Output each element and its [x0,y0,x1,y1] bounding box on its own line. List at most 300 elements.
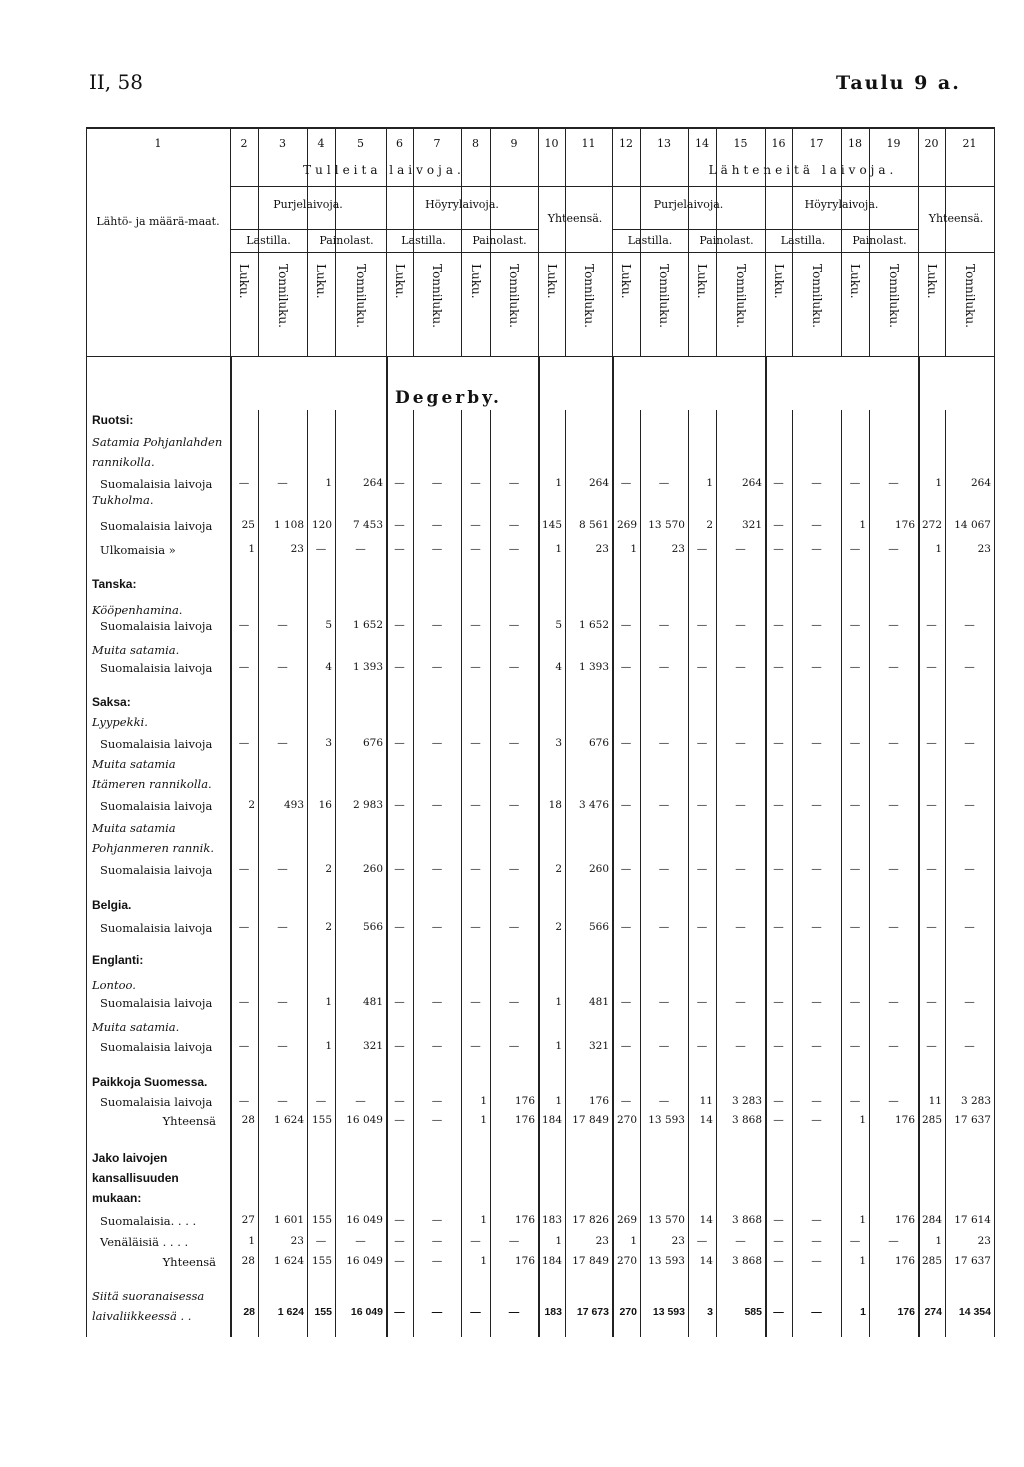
table-cell: 120 [311,519,332,531]
table-cell: 270 [619,1306,637,1318]
table-cell: 16 049 [346,1214,383,1226]
table-cell: 14 354 [958,1306,991,1318]
table-cell: — [394,1114,405,1126]
table-cell: — [470,996,481,1008]
column-number: 20 [924,137,939,150]
column-number: 6 [396,137,403,150]
table-cell: 176 [894,1114,915,1126]
table-cell: — [394,921,405,933]
row-label: Venäläisiä . . . . [100,1235,189,1249]
column-rule [565,127,566,356]
ballast-header: Painolast. [852,234,907,247]
table-cell: — [811,1095,822,1107]
table-cell: — [431,1255,443,1267]
column-rule [230,356,232,1337]
section-label: Tanska: [92,577,137,591]
table-cell: 260 [362,863,383,875]
section-label: Tukholma. [92,493,154,507]
table-cell: — [431,619,443,631]
table-cell: 4 [325,661,332,673]
table-cell: 17 673 [576,1306,609,1318]
row-label: Ulkomaisia » [100,543,176,557]
section-label: Ruotsi: [92,413,134,427]
table-cell: — [238,921,250,933]
table-cell: 176 [514,1255,535,1267]
table-cell: — [658,737,670,749]
table-cell: 3 [707,1306,713,1318]
table-cell: — [238,1040,250,1052]
table-cell: 13 570 [648,1214,685,1226]
column-number: 4 [317,137,325,150]
table-cell: — [773,619,784,631]
table-cell: 1 [555,543,562,555]
table-cell: — [811,477,822,489]
table-cell: — [926,737,937,749]
table-cell: — [431,519,443,531]
table-cell: — [849,543,861,555]
table-cell: — [470,519,481,531]
table-cell: — [888,1095,899,1107]
table-cell: — [431,1114,443,1126]
table-cell: 3 [555,737,562,749]
table-cell: 145 [541,519,562,531]
table-cell: — [470,543,481,555]
table-cell: — [394,1255,405,1267]
table-cell: — [735,619,746,631]
table-cell: 28 [241,1114,255,1126]
table-cell: 1 [248,543,255,555]
table-cell: — [238,661,250,673]
table-cell: — [508,619,520,631]
table-cell: 1 [555,996,562,1008]
count-header: Luku. [392,264,407,299]
table-cell: 1 624 [273,1114,304,1126]
section-label: Kööpenhamina. [92,603,183,617]
table-cell: — [926,799,937,811]
table-cell: — [811,737,822,749]
table-cell: — [964,619,975,631]
table-cell: 3 476 [578,799,609,811]
table-cell: 1 108 [273,519,304,531]
table-cell: — [811,1306,822,1318]
table-cell: — [238,477,250,489]
table-cell: 16 [318,799,332,811]
table-cell: — [773,863,784,875]
section-label: Englanti: [92,953,144,967]
table-cell: 1 [555,1095,562,1107]
section-label: Muita satamia. [92,1020,180,1034]
table-cell: 481 [588,996,609,1008]
table-cell: — [849,996,861,1008]
row-label: Suomalaisia. . . . [100,1214,197,1228]
table-cell: 1 [325,1040,332,1052]
row-label: Siitä suoranaisessa laivaliikkeessä . . [92,1289,205,1323]
table-cell: — [620,996,632,1008]
table-cell: 2 [555,921,562,933]
column-number: 8 [472,137,479,150]
table-cell: — [849,1040,861,1052]
tonnage-header: Tonniluku. [581,264,596,328]
table-cell: 27 [241,1214,255,1226]
table-cell: 274 [924,1306,942,1318]
table-cell: — [811,996,822,1008]
table-cell: — [888,619,899,631]
table-cell: — [431,737,443,749]
table-cell: — [811,1114,822,1126]
table-cell: 155 [314,1306,332,1318]
table-cell: — [888,863,899,875]
table-cell: — [735,661,746,673]
table-cell: 28 [243,1306,255,1318]
table-cell: 1 [555,1040,562,1052]
page-number: II, 58 [89,70,143,94]
table-cell: 176 [894,1255,915,1267]
table-cell: — [773,737,784,749]
table-cell: — [735,737,746,749]
table-cell: 183 [544,1306,562,1318]
table-cell: — [735,921,746,933]
table-cell: 176 [894,1214,915,1226]
table-cell: 176 [894,519,915,531]
table-cell: 183 [541,1214,562,1226]
table-cell: 3 868 [731,1114,762,1126]
column-number: 17 [809,137,824,150]
table-cell: — [315,1235,327,1247]
column-number: 19 [886,137,901,150]
table-cell: — [658,799,670,811]
column-number: 5 [357,137,364,150]
table-cell: — [964,1040,975,1052]
table-cell: — [849,477,861,489]
section-label: Lontoo. [92,978,136,992]
table-cell: 264 [588,477,609,489]
table-cell: — [508,519,520,531]
table-cell: 585 [744,1306,762,1318]
column-rule [765,356,767,1337]
table-cell: 14 [699,1214,713,1226]
table-cell: 13 593 [648,1255,685,1267]
table-cell: — [888,996,899,1008]
table-cell: — [811,1255,822,1267]
row-label: Suomalaisia laivoja [100,1040,213,1054]
table-cell: — [888,661,899,673]
table-cell: — [888,921,899,933]
table-cell: — [470,1040,481,1052]
table-cell: 1 652 [352,619,383,631]
table-cell: — [470,1306,481,1318]
table-cell: — [508,737,520,749]
table-cell: — [238,863,250,875]
table-cell: — [238,737,250,749]
table-cell: 1 [325,996,332,1008]
table-cell: — [394,863,405,875]
table-cell: — [508,799,520,811]
table-cell: — [735,1040,746,1052]
table-cell: 17 614 [954,1214,991,1226]
table-cell: — [620,661,632,673]
table-cell: — [773,1214,784,1226]
table-cell: 23 [595,543,609,555]
table-cell: — [394,1235,405,1247]
row-label: Suomalaisia laivoja [100,477,213,491]
table-cell: 3 [325,737,332,749]
table-cell: — [394,1095,405,1107]
arrived-header: Tulleita laivoja. [303,163,465,177]
table-cell: — [773,1306,784,1318]
tonnage-header: Tonniluku. [962,264,977,328]
table-cell: — [888,1235,899,1247]
table-cell: 17 849 [572,1114,609,1126]
table-cell: — [238,619,250,631]
sail-header: Purjelaivoja. [653,198,724,211]
table-cell: 14 067 [954,519,991,531]
table-cell: 1 [935,543,942,555]
column-number: 14 [695,137,709,150]
table-cell: — [964,661,975,673]
table-cell: — [508,921,520,933]
table-cell: — [277,996,288,1008]
count-header: Luku. [468,264,483,299]
table-cell: 1 601 [273,1214,304,1226]
table-cell: 493 [283,799,304,811]
table-cell: 321 [741,519,762,531]
table-cell: 155 [311,1114,332,1126]
table-cell: — [849,661,861,673]
table-cell: — [926,996,937,1008]
section-label: Jako laivojen kansallisuuden mukaan: [92,1151,179,1205]
loaded-header: Lastilla. [401,234,446,247]
table-cell: 264 [362,477,383,489]
table-cell: — [394,1040,405,1052]
table-cell: 176 [514,1095,535,1107]
table-cell: 1 624 [277,1306,304,1318]
table-cell: 1 [555,1235,562,1247]
table-cell: — [658,863,670,875]
column-number: 16 [771,137,786,150]
table-cell: — [431,1095,443,1107]
table-cell: — [773,519,784,531]
rule [86,127,994,129]
table-cell: — [811,1235,822,1247]
row-label: Suomalaisia laivoja [100,863,213,877]
total-header: Yhteensä. [928,212,984,225]
ballast-header: Painolast. [319,234,374,247]
count-header: Luku. [237,264,251,299]
column-rule [994,127,995,1337]
place-heading: Degerby. [395,388,502,408]
table-cell: 7 453 [352,519,383,531]
table-cell: — [696,1235,708,1247]
table-cell: — [658,619,670,631]
rule [230,229,538,230]
column-number: 21 [962,137,977,150]
table-cell: 1 [630,543,637,555]
table-cell: — [658,1040,670,1052]
table-cell: — [508,996,520,1008]
table-cell: 270 [616,1114,637,1126]
table-cell: — [888,543,899,555]
table-cell: 321 [588,1040,609,1052]
table-cell: — [773,543,784,555]
table-cell: — [394,661,405,673]
table-cell: 23 [671,543,685,555]
tonnage-header: Tonniluku. [733,264,748,328]
table-cell: 23 [671,1235,685,1247]
table-cell: 1 [480,1114,487,1126]
table-cell: 1 [859,1114,866,1126]
table-cell: — [277,1040,288,1052]
column-rule [86,127,87,1337]
table-cell: 2 [325,921,332,933]
sail-header: Purjelaivoja. [273,198,343,211]
table-cell: — [394,737,405,749]
table-cell: — [431,1040,443,1052]
table-cell: — [849,1235,861,1247]
table-cell: — [696,799,708,811]
column-number: 11 [581,137,596,150]
table-cell: 25 [241,519,255,531]
table-cell: 269 [616,1214,637,1226]
table-cell: — [394,1306,405,1318]
count-header: Luku. [771,264,786,299]
table-cell: — [394,519,405,531]
ballast-header: Painolast. [699,234,754,247]
table-cell: — [431,1214,443,1226]
table-cell: 3 283 [960,1095,991,1107]
table-cell: — [773,799,784,811]
table-cell: — [394,619,405,631]
table-cell: 566 [588,921,609,933]
table-cell: 176 [588,1095,609,1107]
row-label: Suomalaisia laivoja [100,737,213,751]
tonnage-header: Tonniluku. [657,264,671,328]
column-number: 15 [733,137,748,150]
table-cell: — [926,1040,937,1052]
table-cell: 285 [921,1114,942,1126]
table-cell: — [620,1095,632,1107]
table-cell: — [355,543,366,555]
table-cell: — [888,1040,899,1052]
table-cell: 264 [741,477,762,489]
table-cell: — [964,921,975,933]
table-cell: 1 [480,1095,487,1107]
table-cell: — [849,921,861,933]
table-cell: — [888,799,899,811]
table-cell: — [888,737,899,749]
table-cell: — [811,921,822,933]
count-header: Luku. [695,264,709,299]
table-cell: — [849,737,861,749]
table-cell: 11 [699,1095,713,1107]
section-label: Paikkoja Suomessa. [92,1075,208,1089]
table-cell: 155 [311,1214,332,1226]
loaded-header: Lastilla. [627,234,673,247]
table-cell: 5 [555,619,562,631]
table-cell: — [696,543,708,555]
table-cell: 14 [699,1114,713,1126]
table-cell: — [470,921,481,933]
table-cell: — [277,863,288,875]
table-cell: 2 [325,863,332,875]
section-label: Lyypekki. [92,715,148,729]
table-cell: 23 [977,543,991,555]
table-cell: — [964,996,975,1008]
column-number: 9 [510,137,518,150]
table-cell: — [696,996,708,1008]
table-cell: — [811,661,822,673]
table-cell: — [470,661,481,673]
table-cell: 8 561 [578,519,609,531]
table-cell: — [620,921,632,933]
table-cell: — [696,737,708,749]
table-cell: 23 [595,1235,609,1247]
table-cell: — [355,1235,366,1247]
tonnage-header: Tonniluku. [353,264,368,328]
column-rule [538,356,540,1337]
table-cell: — [355,1095,366,1107]
table-cell: 1 [859,1255,866,1267]
column-rule [612,356,614,1337]
column-number: 13 [657,137,671,150]
table-cell: — [620,737,632,749]
table-cell: — [431,1235,443,1247]
table-cell: 3 868 [731,1255,762,1267]
table-cell: — [394,1214,405,1226]
section-label: Muita satamia. [92,643,180,657]
table-cell: — [849,863,861,875]
table-cell: 28 [241,1255,255,1267]
table-cell: — [470,1235,481,1247]
column-number: 7 [433,137,441,150]
table-cell: — [888,477,899,489]
table-cell: — [470,863,481,875]
table-cell: — [277,737,288,749]
table-cell: — [238,996,250,1008]
table-cell: 184 [541,1114,562,1126]
table-cell: 176 [514,1214,535,1226]
table-cell: — [773,1255,784,1267]
tonnage-header: Tonniluku. [886,264,901,328]
table-cell: 17 637 [954,1255,991,1267]
table-cell: 17 637 [954,1114,991,1126]
count-header: Luku. [619,264,633,299]
column-rule [918,127,919,356]
table-cell: 3 868 [731,1214,762,1226]
table-cell: 1 [859,519,866,531]
table-cell: — [773,477,784,489]
table-cell: 264 [970,477,991,489]
table-cell: — [926,661,937,673]
table-cell: — [773,1040,784,1052]
table-cell: — [849,1095,861,1107]
table-cell: — [773,996,784,1008]
column-rule [538,127,539,356]
row-label: Suomalaisia laivoja [100,661,213,675]
row-label: Suomalaisia laivoja [100,799,213,813]
table-cell: 23 [290,1235,304,1247]
table-cell: — [238,1095,250,1107]
table-cell: 2 [555,863,562,875]
table-title: Taulu 9 a. [836,72,961,94]
table-cell: 16 049 [346,1114,383,1126]
column-number: 12 [619,137,633,150]
table-cell: — [658,921,670,933]
table-cell: — [811,863,822,875]
column-rule [945,127,946,356]
table-cell: — [735,863,746,875]
table-cell: — [277,661,288,673]
table-cell: — [508,1306,520,1318]
